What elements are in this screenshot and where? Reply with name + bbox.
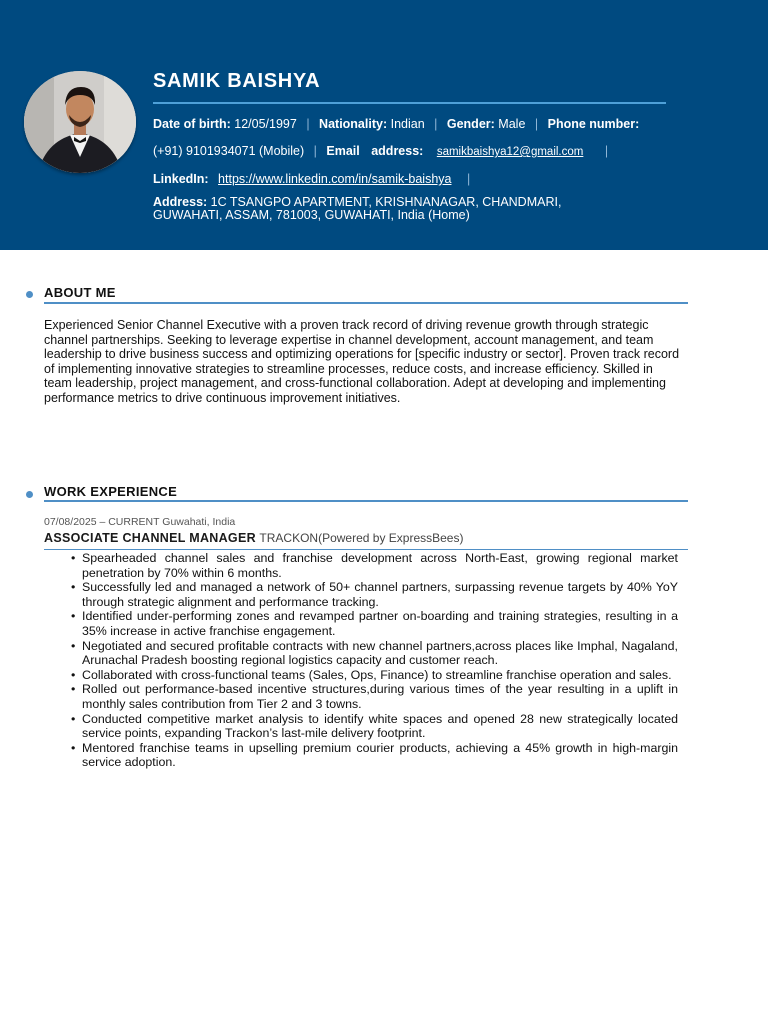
profile-header (0, 0, 768, 250)
job-divider (44, 549, 688, 550)
profile-photo (24, 71, 136, 173)
about-section-title: ABOUT ME (44, 285, 116, 300)
phone-label: Phone number: (547, 117, 640, 131)
separator: | (313, 144, 317, 158)
list-item: • Spearheaded channel sales and franchise development across North-East, growing regional market penetration by 70% within 6 months. (62, 551, 678, 580)
email-link[interactable]: samikbaishya12@gmail.com (436, 146, 584, 158)
job-heading (44, 531, 463, 545)
dob-label: Date of birth: (153, 117, 231, 131)
candidate-name: SAMIK BAISHYA (153, 70, 321, 92)
separator: | (466, 172, 471, 186)
list-item: • Collaborated with cross-functional teams (Sales, Ops, Finance) to streamline franchise operation and sales. (62, 668, 678, 683)
personal-info-row-3 (153, 171, 476, 187)
separator: | (434, 117, 438, 131)
personal-info-row-1 (153, 116, 639, 132)
job-dates-location: 07/08/2025 – CURRENT Guwahati, India (44, 516, 236, 528)
list-item: • Conducted competitive market analysis to identify white spaces and opened 28 new strategically located service points, expanding Trackon’s last-mile delivery footprint. (62, 712, 678, 741)
address-line-2: GUWAHATI, ASSAM, 781003, GUWAHATI, India (Home) (153, 208, 470, 222)
job-company: TRACKON(Powered by ExpressBees) (259, 531, 464, 545)
list-item: • Successfully led and managed a network of 50+ channel partners, surpassing revenue targets by 40% YoY through strategic alignment and performance tracking. (62, 580, 678, 609)
about-section-divider (44, 302, 688, 304)
section-bullet-icon (26, 491, 33, 498)
email-label: Email (326, 144, 360, 158)
list-item: • Mentored franchise teams in upselling premium courier products, achieving a 45% growth in high-margin service adoption. (62, 741, 678, 770)
person-photo-icon (24, 71, 136, 173)
nationality-value: Indian (390, 117, 425, 131)
linkedin-link[interactable]: https://www.linkedin.com/in/samik-baishya (218, 172, 452, 186)
job-duties-list (62, 551, 678, 770)
list-item: • Rolled out performance-based incentive structures,during various times of the year resulting in a uplift in monthly sales contribution from Tier 2 and 3 towns. (62, 682, 678, 711)
name-divider (153, 102, 666, 104)
email-label-address: address: (371, 144, 424, 158)
linkedin-label: LinkedIn: (153, 172, 209, 186)
section-bullet-icon (26, 291, 33, 298)
work-section-title: WORK EXPERIENCE (44, 484, 178, 499)
gender-label: Gender: (446, 117, 495, 131)
gender-value: Male (498, 117, 526, 131)
job-title: ASSOCIATE CHANNEL MANAGER (44, 531, 256, 545)
personal-info-row-2 (153, 143, 614, 160)
phone-value: (+91) 9101934071 (Mobile) (153, 144, 305, 158)
dob-value: 12/05/1997 (234, 117, 297, 131)
about-text: Experienced Senior Channel Executive with a proven track record of driving revenue growth through strategic channel partnerships. Seeking to leverage expertise in channel development, account management, and team leadership to drive business success and optimizing operations for [specific industry or sector]. Proven track record of implementing innovative strategies to streamline processes, reduce costs, and increase efficiency. Skilled in team leadership, project management, and cross-functional collaboration. Adept at developing and implementing performance metrics to drive continuous improvement initiatives. (44, 318, 680, 405)
address-block (153, 196, 561, 222)
separator: | (306, 117, 310, 131)
nationality-label: Nationality: (319, 117, 388, 131)
address-line-1: 1C TSANGPO APARTMENT, KRISHNANAGAR, CHANDMARI, (210, 195, 562, 209)
list-item: • Identified under-performing zones and revamped partner on-boarding and training strategies, resulting in a 35% increase in active franchise engagement. (62, 609, 678, 638)
list-item: • Negotiated and secured profitable contracts with new channel partners,across places like Imphal, Nagaland, Arunachal Pradesh boosting regional logistics capacity and customer reach. (62, 639, 678, 668)
address-label: Address: (153, 195, 208, 209)
separator: | (604, 144, 609, 158)
separator: | (534, 117, 539, 131)
work-section-divider (44, 500, 688, 502)
